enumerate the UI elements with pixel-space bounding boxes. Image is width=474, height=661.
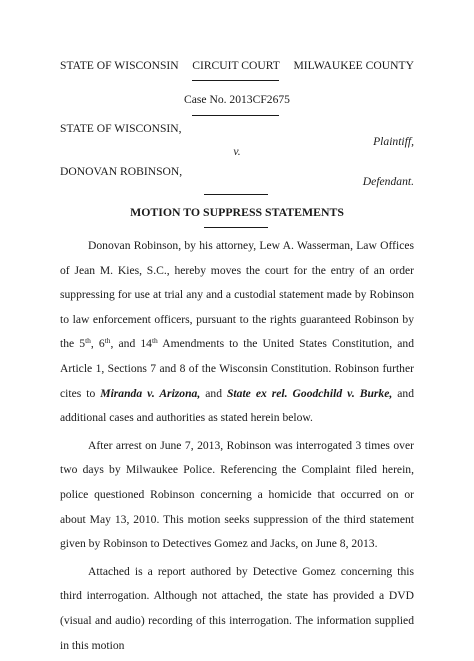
case-citation-goodchild: State ex rel. Goodchild v. Burke,	[226, 386, 393, 400]
rule-under-case-number	[192, 115, 279, 116]
caption-header	[60, 59, 414, 72]
paragraph-1-text-f: and additional cases and authorities as stated herein below.	[60, 386, 415, 425]
caption-court: CIRCUIT COURT	[192, 59, 280, 72]
document-title: MOTION TO SUPPRESS STATEMENTS	[130, 205, 344, 219]
paragraph-2: After arrest on June 7, 2013, Robinson was interrogated 3 times over two days by Milwaukee Police. Referencing the Complaint filed herein, police questioned Robinson concerning a homicide that occurred on or about May 13, 2010. This motion seeks suppression of the third statement given by Robinson to Detectives Gomez and Jacks, on June 8, 2013.	[60, 438, 414, 551]
caption-county: MILWAUKEE COUNTY	[293, 59, 414, 72]
paragraph-1-text-e: and	[200, 386, 227, 400]
paragraph-1-text-d: Amendments to the United States Constitution, and Article 1, Sections 7 and 8 of the Wisconsin Constitution. Robinson further cites to	[60, 337, 415, 400]
paragraph-1-text-c: , and 14	[110, 337, 152, 351]
caption-state: STATE OF WISCONSIN	[60, 59, 179, 72]
defendant-name: DONOVAN ROBINSON,	[60, 165, 183, 178]
plaintiff-role: Plaintiff,	[373, 135, 414, 148]
rule-below-title	[204, 227, 268, 228]
versus: v.	[233, 145, 241, 158]
superscript-th: th	[104, 336, 111, 346]
paragraph-1	[60, 234, 414, 431]
rule-under-court	[192, 80, 279, 81]
paragraph-1-text-a: Donovan Robinson, by his attorney, Lew A. Wasserman, Law Offices of Jean M. Kies, S.C., hereby moves the court for the entry of an order suppressing for use at trial any and a custodial statement made by Robinson to law enforcement officers, pursuant to the rights guaranteed Robinson by the 5	[60, 239, 414, 351]
superscript-th: th	[151, 336, 158, 346]
rule-above-title	[204, 194, 268, 195]
motion-body	[60, 234, 414, 661]
defendant-role: Defendant.	[362, 175, 414, 188]
paragraph-3: Attached is a report authored by Detective Gomez concerning this third interrogation. Although not attached, the state has provided a DVD (visual and audio) recording of this interrogation. The information supplied in this motion	[60, 564, 414, 652]
case-citation-miranda: Miranda v. Arizona,	[100, 386, 201, 400]
paragraph-1-text-b: , 6	[90, 337, 105, 351]
plaintiff-name: STATE OF WISCONSIN,	[60, 122, 182, 135]
case-number: Case No. 2013CF2675	[184, 93, 290, 106]
superscript-th: th	[85, 336, 91, 346]
